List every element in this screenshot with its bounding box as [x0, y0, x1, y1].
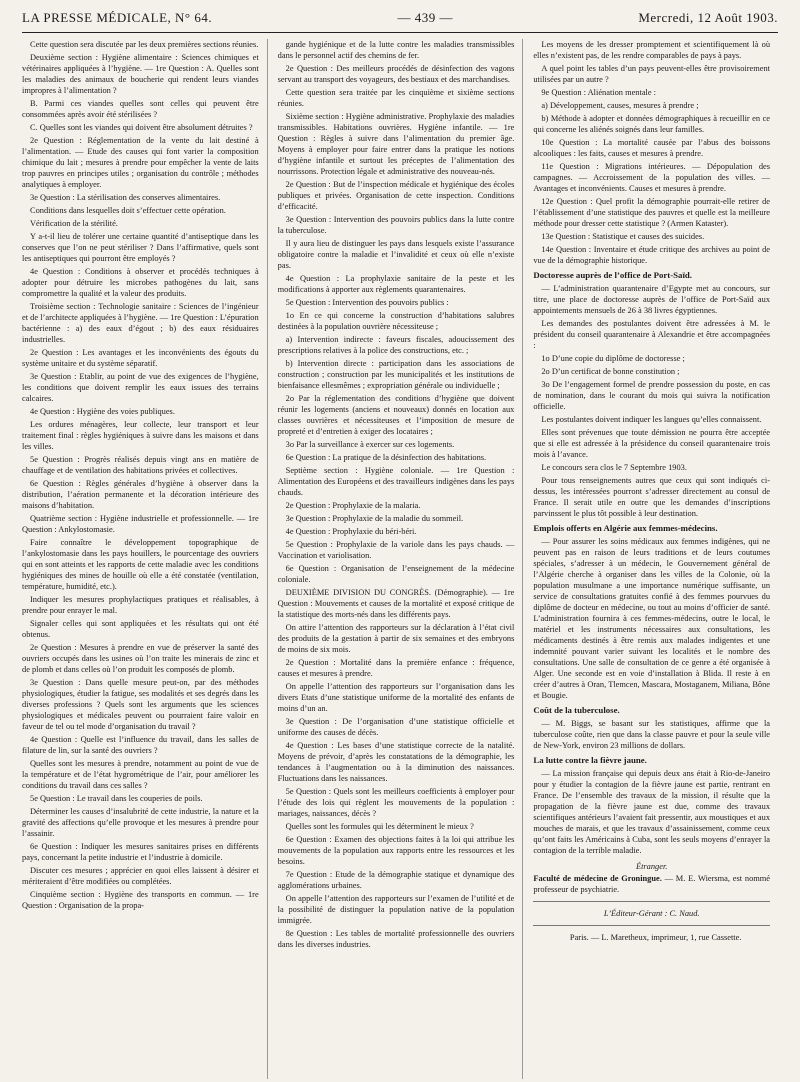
- paragraph: 6e Question : Organisation de l’enseignement de la médecine coloniale.: [277, 564, 515, 584]
- column-3-paragraphs: [533, 39, 770, 266]
- paragraph: 2e Question : Mesures à prendre en vue de préserver la santé des ouvriers occupés dans les usines où l’on traite les minerais de zinc et de plomb et dans celles où l’on produit les composés de plomb.: [22, 643, 259, 674]
- paragraph: — M. Biggs, se basant sur les statistiques, affirme que la tuberculose coûte, rien que dans la classe pauvre et pour la seule ville de New-York, environ 23 millions de dollars.: [533, 719, 771, 750]
- paragraph: 9e Question : Aliénation mentale :: [541, 88, 657, 97]
- faculty-text: — M. E. Wiersma, est nommé professeur de psychiatrie.: [533, 874, 771, 894]
- page-number: — 439 —: [397, 10, 453, 25]
- issue-date: Mercredi, 12 Août 1903.: [638, 10, 778, 25]
- paragraph: 2e Question : Des meilleurs procédés de désinfection des vagons servant au transport des voyageurs, des bestiaux et des marchandises.: [277, 64, 515, 84]
- paragraph: 8e Question : Les tables de mortalité professionnelle des ouvriers dans les diverses industries.: [277, 929, 515, 949]
- paragraph: b) Intervention directe : participation dans les associations de construction ; construction par les municipalités et les institutions de bienfaisance ellesmêmes ; expropriation générale ou individuelle ;: [277, 359, 515, 390]
- paragraph: gande hygiénique et de la lutte contre les maladies transmissibles dans le personnel actif des chemins de fer.: [277, 40, 515, 60]
- paragraph: Les moyens de les dresser promptement et scientifiquement là où elles n’existent pas, de les rendre comparables de pays à pays.: [533, 40, 771, 60]
- paragraph: 3e Question : Etablir, au point de vue des exigences de l’hygiène, les conditions que doivent remplir les eaux issues des terrains calcaires.: [22, 372, 259, 403]
- paragraph: Les demandes des postulantes doivent être adressées à M. le président du conseil quarantenaire à Alexandrie et être accompagnées :: [533, 319, 771, 350]
- paragraph: Indiquer les mesures prophylactiques pratiques et réalisables, à prendre pour enrayer le mal.: [22, 595, 259, 615]
- news-item-title: Coût de la tuberculose.: [533, 705, 620, 715]
- paragraph: a) Développement, causes, mesures à prendre ;: [541, 101, 699, 110]
- paragraph: 14e Question : Inventaire et étude critique des archives au point de vue de la démographie historique.: [533, 245, 771, 265]
- paragraph: Sixième section : Hygiène administrative. Prophylaxie des maladies transmissibles. Habitations ouvrières. Hygiène infantile. — 1re Question : Règles à suivre dans l’alimentation du premier âge. Moyens à employer pour faire entrer dans la pratique les notions d’hygiène infantile et surtout les préceptes de l’alimentation des nourrissons. Protection légale et administrative des nouveau-nés.: [277, 112, 515, 176]
- paragraph: B. Parmi ces viandes quelles sont celles qui peuvent être consommées après avoir été stérilisées ?: [22, 99, 259, 119]
- paragraph: Déterminer les causes d’insalubrité de cette industrie, la nature et la gravité des affections qu’elle provoque et les mesures à prendre pour l’assainir.: [22, 807, 259, 838]
- paragraph: Cette question sera discutée par les deux premières sections réunies.: [30, 40, 259, 49]
- paragraph: 3e Question : La stérilisation des conserves alimentaires.: [30, 193, 221, 202]
- paragraph: 4e Question : Conditions à observer et procédés techniques à adopter pour détruire les microbes pathogènes du lait, sans compromettre la qualité et la valeur des produits.: [22, 267, 259, 298]
- paragraph: 2e Question : Prophylaxie de la malaria.: [285, 501, 421, 510]
- paragraph: 3o De l’engagement formel de prendre possession du poste, en cas de nomination, dans le courant du mois qui suivra la notification officielle.: [533, 380, 771, 411]
- paragraph: 3e Question : De l’organisation d’une statistique officielle et uniforme des causes de décès.: [277, 717, 515, 737]
- paragraph: Faire connaître le développement topographique de l’ankylostomasie dans les pays houillers, le pourcentage des ouvriers qui en sont atteints et les rapports de cette maladie avec les conditions hygiéniques des mines de houille où elle a été constatée (ventilation, température, humidité, etc.).: [22, 538, 259, 591]
- paragraph: Y a-t-il lieu de tolérer une certaine quantité d’antiseptique dans les conserves que l’on ne peut stériliser ? Dans l’affirmative, quels sont les antiseptiques qui pourront être employés ?: [22, 232, 259, 263]
- paragraph: 5e Question : Intervention des pouvoirs publics :: [285, 298, 449, 307]
- paragraph: Deuxième section : Hygiène alimentaire : Sciences chimiques et vétérinaires appliquées à l’hygiène. — 1re Question : A. Quelles sont les maladies des animaux de boucherie qui rendent leurs viandes impropres à l’alimentation ?: [22, 53, 259, 95]
- paragraph: 12e Question : Quel profit la démographie pourrait-elle retirer de l’établissement d’une statistique des pauvres et quelle est la meilleure méthode pour dresser cette statistique ? (Armen Kataster).: [533, 197, 771, 228]
- paragraph: 4e Question : La prophylaxie sanitaire de la peste et les modifications à apporter aux règlements quarantenaires.: [277, 274, 515, 294]
- column-3: [533, 39, 778, 1079]
- paragraph: Quatrième section : Hygiène industrielle et professionnelle. — 1re Question : Ankylostomasie.: [22, 514, 259, 534]
- editor-line: L’Éditeur-Gérant : C. Naud.: [603, 909, 700, 918]
- foreign-heading: Étranger.: [635, 862, 668, 871]
- paragraph: 4e Question : Prophylaxie du béri-béri.: [285, 527, 417, 536]
- paragraph: 10e Question : La mortalité causée par l’abus des boissons alcooliques : les faits, causes et mesures à prendre.: [533, 138, 771, 158]
- paragraph: Vérification de la stérilité.: [30, 219, 118, 228]
- paragraph: — Pour assurer les soins médicaux aux femmes indigènes, qui ne peuvent pas en raison de leurs traditions et de leurs coutumes spéciales, s’adresser à un médecin, le Gouvernement général de l’Algérie cherche à organiser dans les villes de la Colonie, où la population musulmane a une importance numérique suffisante, un service de consultations gratuites confié à des femmes pourvues du diplôme de docteur en médecine, ou tout au moins d’officier de santé. L’administration fournira à ces femmes-médecins, outre le local, le matériel et les instruments nécessaires aux consultations, les médicaments destinés à être remis aux malades indigentes et une indemnité pouvant varier suivant les localités et le nombre des consultations. Une salle de consultation de ce genre a été organisée à Alger. Une seconde est en voie d’installation à Blida. Il reste à en créer d’autres à Oran, Tlemcen, Mascara, Mostaganem, Miliana, Bône et Bougie.: [533, 537, 771, 700]
- divider: [533, 925, 770, 926]
- column-2: [278, 39, 524, 1079]
- paragraph: 2o D’un certificat de bonne constitution ;: [541, 367, 680, 376]
- paragraph: Quelles sont les formules qui les déterminent le mieux ?: [285, 822, 474, 831]
- paragraph: Quelles sont les mesures à prendre, notamment au point de vue de la température et de l’état hygrométrique de l’air, pour améliorer les conditions du travail dans ces salles ?: [22, 759, 259, 790]
- paragraph: 3e Question : Intervention des pouvoirs publics dans la lutte contre la tuberculose.: [277, 215, 515, 235]
- paragraph: 5e Question : Prophylaxie de la variole dans les pays chauds. — Vaccination et variolisation.: [277, 540, 515, 560]
- paragraph: a) Intervention indirecte : faveurs fiscales, adoucissement des prescriptions relatives à la police des constructions, etc. ;: [277, 335, 515, 355]
- paragraph: DEUXIÈME DIVISION DU CONGRÈS. (Démographie). — 1re Question : Mouvements et causes de la mortalité et exposé critique de la statistique des morts-nés dans les différents pays.: [277, 588, 515, 619]
- paragraph: Elles sont prévenues que toute démission ne pourra être acceptée que si elle est adressée à la présidence du conseil quarantenaire trois mois à l’avance.: [533, 428, 771, 459]
- news-item-title: Doctoresse auprès de l’office de Port-Saïd.: [533, 270, 692, 280]
- news-item-title: La lutte contre la fièvre jaune.: [533, 755, 647, 765]
- paragraph: Les postulantes doivent indiquer les langues qu’elles connaissent.: [541, 415, 762, 424]
- paragraph: — L’administration quarantenaire d’Egypte met au concours, sur titre, une place de doctoresse auprès de l’office de Port-Saïd aux appointements mensuels de 26 à 38 livres égyptiennes.: [533, 284, 771, 315]
- paragraph: 5e Question : Quels sont les meilleurs coefficients à employer pour l’étude des lois qui règlent les mouvements de la population : mariages, naissances, décès ?: [277, 787, 515, 818]
- paragraph: 11e Question : Migrations intérieures. — Dépopulation des campagnes. — Accroissement de la population des villes. — Avantages et inconvénients. Causes et mesures à prendre.: [533, 162, 771, 193]
- paragraph: 4e Question : Hygiène des voies publiques.: [30, 407, 175, 416]
- paragraph: — La mission française qui depuis deux ans était à Rio-de-Janeiro pour y étudier la contagion de la fièvre jaune est partie, rentrant en France. De l’ensemble des travaux de la mission, il résulte que la propagation de la fièvre jaune est due, comme des travaux scientifiques antérieurs l’avaient fait pressentir, aux moustiques et aux mouches de marais, et que les travaux d’assainissement, comme ceux qu’ont faits les Américains à Cuba, sont les seuls moyens d’enrayer la contagion de la terrible maladie.: [533, 769, 771, 855]
- paragraph: Cette question sera traitée par les cinquième et sixième sections réunies.: [277, 88, 515, 108]
- paragraph: 1o En ce qui concerne la construction d’habitations salubres destinées à la population ouvrière nécessiteuse ;: [277, 311, 515, 331]
- paragraph: 3e Question : Dans quelle mesure peut-on, par des méthodes physiologiques, étudier la fatigue, ses modalités et ses degrés dans les diverses professions ? Quels sont les arguments que les sciences physiologiques et médicales peuvent ou pourraient faire valoir en faveur de tel ou tel mode d’organisation du travail ?: [22, 678, 259, 731]
- paragraph: A quel point les tables d’un pays peuvent-elles être provisoirement utilisées par un autre ?: [533, 64, 771, 84]
- paragraph: 6e Question : La pratique de la désinfection des habitations.: [285, 453, 487, 462]
- column-1: [22, 39, 268, 1079]
- page-header: [22, 10, 778, 33]
- paragraph: 2e Question : Réglementation de la vente du lait destiné à l’alimentation. — Etude des causes qui font varier la composition chimique du lait ; mesures à prendre pour empêcher la vente de laits trop pauvres en principes utiles ; organisation du contrôle ; méthodes analytiques à employer.: [22, 136, 259, 189]
- news-item-title: Emplois offerts en Algérie aux femmes-médecins.: [533, 523, 718, 533]
- journal-title: LA PRESSE MÉDICALE, N° 64.: [22, 10, 213, 25]
- paragraph: 2o Par la réglementation des conditions d’hygiène que doivent réunir les logements (anciens et nouveaux) donnés en location aux classes ouvrières et nécessiteuses et l’imposition de mesure de propreté et d’entretien à exiger des locataires ;: [277, 394, 515, 436]
- paragraph: 3o Par la surveillance à exercer sur ces logements.: [285, 440, 455, 449]
- paragraph: 5e Question : Le travail dans les couperies de poils.: [30, 794, 203, 803]
- paragraph: 4e Question : Les bases d’une statistique correcte de la natalité. Moyens de prévoir, d’après les constatations de la démographie, les tendances à l’augmentation ou à la diminution des naissances. Fluctuations dans les naissances.: [277, 741, 515, 783]
- paragraph: Il y aura lieu de distinguer les pays dans lesquels existe l’assurance obligatoire contre la maladie et l’invalidité et ceux où elle n’existe pas.: [277, 239, 515, 270]
- paragraph: 6e Question : Règles générales d’hygiène à observer dans la distribution, l’aération permanente et la décoration intérieure des maisons d’habitation.: [22, 479, 259, 510]
- paragraph: On appelle l’attention des rapporteurs sur l’organisation dans les divers Etats d’une statistique uniforme de la mortalité des enfants de moins d’un an.: [277, 682, 515, 713]
- paragraph: b) Méthode à adopter et données démographiques à recueillir en ce qui concerne les aliénés soignés dans leur familles.: [533, 114, 771, 134]
- paragraph: C. Quelles sont les viandes qui doivent être absolument détruites ?: [30, 123, 253, 132]
- news-items: [533, 270, 770, 856]
- paragraph: Pour tous renseignements autres que ceux qui sont indiqués ci-dessus, les intéressées pourront s’adresser directement au consul de France. Il serait utile en outre que les demandes d’inscriptions parvinssent le plus tôt possible à leur destination.: [533, 476, 771, 518]
- paragraph: Cinquième section : Hygiène des transports en commun. — 1re Question : Organisation de la propa-: [22, 890, 259, 910]
- faculty-title: Faculté de médecine de Groningue.: [533, 874, 662, 883]
- paragraph: On attire l’attention des rapporteurs sur la déclaration à l’état civil des produits de la gestation à partir de six semaines et des embryons de moins de six mois.: [277, 623, 515, 654]
- paragraph: Conditions dans lesquelles doit s’effectuer cette opération.: [30, 206, 226, 215]
- paragraph: 5e Question : Progrès réalisés depuis vingt ans en matière de chauffage et de ventilation des habitations privées et collectives.: [22, 455, 259, 475]
- paragraph: Les ordures ménagères, leur collecte, leur transport et leur traitement final : règles hygiéniques à suivre dans les maisons et dans les villes.: [22, 420, 259, 451]
- paragraph: On appelle l’attention des rapporteurs sur l’examen de l’utilité et de la possibilité de distinguer la population native de la population immigrée.: [277, 894, 515, 925]
- paragraph: 2e Question : Les avantages et les inconvénients des égouts du système unitaire et du système séparatif.: [22, 348, 259, 368]
- paragraph: 6e Question : Examen des objections faites à la loi qui attribue les mouvements de la population aux rapports entre les ressources et les besoins.: [277, 835, 515, 866]
- paragraph: Discuter ces mesures ; apprécier en quoi elles laissent à désirer et mériteraient d’être modifiées ou complétées.: [22, 866, 259, 886]
- paragraph: Le concours sera clos le 7 Septembre 1903.: [541, 463, 687, 472]
- paragraph: Troisième section : Technologie sanitaire : Sciences de l’ingénieur et de l’architecte appliquées à l’hygiène. — 1re Question : L’épuration bactérienne : a) des eaux d’égout ; b) des eaux résiduaires industrielles.: [22, 302, 259, 344]
- paragraph: 3e Question : Prophylaxie de la maladie du sommeil.: [285, 514, 464, 523]
- divider: [533, 901, 770, 902]
- paragraph: 4e Question : Quelle est l’influence du travail, dans les salles de filature de lin, sur la santé des ouvriers ?: [22, 735, 259, 755]
- faculty-news: [533, 873, 770, 895]
- paragraph: 7e Question : Etude de la démographie statique et dynamique des agglomérations urbaines.: [277, 870, 515, 890]
- paragraph: 2e Question : But de l’inspection médicale et hygiénique des écoles publiques et privées. Organisation de cette inspection. Conditions d’efficacité.: [277, 180, 515, 211]
- paragraph: 6e Question : Indiquer les mesures sanitaires prises en différents pays, concernant la petite industrie et l’industrie à domicile.: [22, 842, 259, 862]
- paragraph: 1o D’une copie du diplôme de doctoresse ;: [541, 354, 685, 363]
- paragraph: 13e Question : Statistique et causes des suicides.: [541, 232, 705, 241]
- paragraph: Septième section : Hygiène coloniale. — 1re Question : Alimentation des Européens et des travailleurs indigènes dans les pays chauds.: [277, 466, 515, 497]
- paragraph: 2e Question : Mortalité dans la première enfance : fréquence, causes et mesures à prendre.: [277, 658, 515, 678]
- paragraph: Signaler celles qui sont appliquées et les résultats qui ont été obtenus.: [22, 619, 259, 639]
- printer-line: Paris. — L. Maretheux, imprimeur, 1, rue Cassette.: [569, 933, 742, 942]
